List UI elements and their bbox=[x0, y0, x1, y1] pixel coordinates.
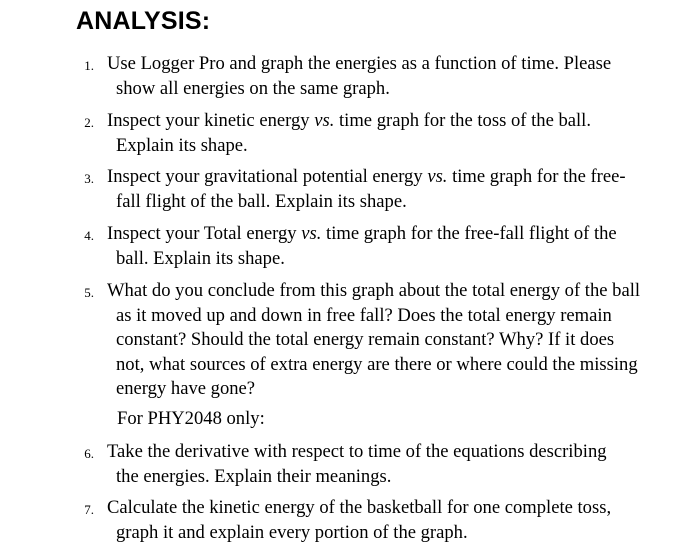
item-text bbox=[107, 109, 627, 158]
item-text-after: time graph for the toss of the ball. Explain its shape. bbox=[116, 110, 591, 156]
item-number: 4. bbox=[84, 228, 94, 243]
item-text bbox=[107, 496, 647, 545]
phy-note: For PHY2048 only: bbox=[117, 408, 265, 429]
item-text-body: Use Logger Pro and graph the energies as a function of time. Please show all energies on the same graph. bbox=[107, 53, 612, 99]
item-text-vs: vs. bbox=[427, 166, 448, 187]
item-text bbox=[107, 279, 642, 402]
item-text-vs: vs. bbox=[301, 223, 322, 244]
item-text-after: time graph for the free-fall flight of the ball. Explain its shape. bbox=[116, 223, 617, 269]
item-text-vs: vs. bbox=[314, 110, 335, 131]
item-text-after: time graph for the free-fall flight of the ball. Explain its shape. bbox=[116, 166, 626, 212]
page-title: ANALYSIS: bbox=[76, 7, 211, 35]
item-text-body: Calculate the kinetic energy of the basketball for one complete toss, graph it and explain every portion of the graph. bbox=[107, 497, 612, 543]
item-text-body: Take the derivative with respect to time of the equations describing the energies. Explain their meanings. bbox=[107, 441, 607, 487]
item-number: 7. bbox=[84, 502, 94, 517]
item-text bbox=[107, 165, 627, 214]
item-number: 5. bbox=[84, 285, 94, 300]
item-text-before: Inspect your gravitational potential energy bbox=[107, 166, 428, 187]
item-text-before: Inspect your Total energy bbox=[107, 223, 302, 244]
item-number: 2. bbox=[84, 115, 94, 130]
item-text-before: Inspect your kinetic energy bbox=[107, 110, 315, 131]
item-text bbox=[107, 52, 647, 101]
item-number: 6. bbox=[84, 446, 94, 461]
item-text bbox=[107, 222, 637, 271]
item-text-body: What do you conclude from this graph about the total energy of the ball as it moved up and down in free fall? Does the total energy remain constant? Should the total energy remain constant? Why? If it does not, what sources of extra energy are there or where could the missing energy have gone? bbox=[107, 280, 641, 400]
item-text bbox=[107, 440, 617, 489]
item-number: 1. bbox=[84, 58, 94, 73]
item-number: 3. bbox=[84, 171, 94, 186]
